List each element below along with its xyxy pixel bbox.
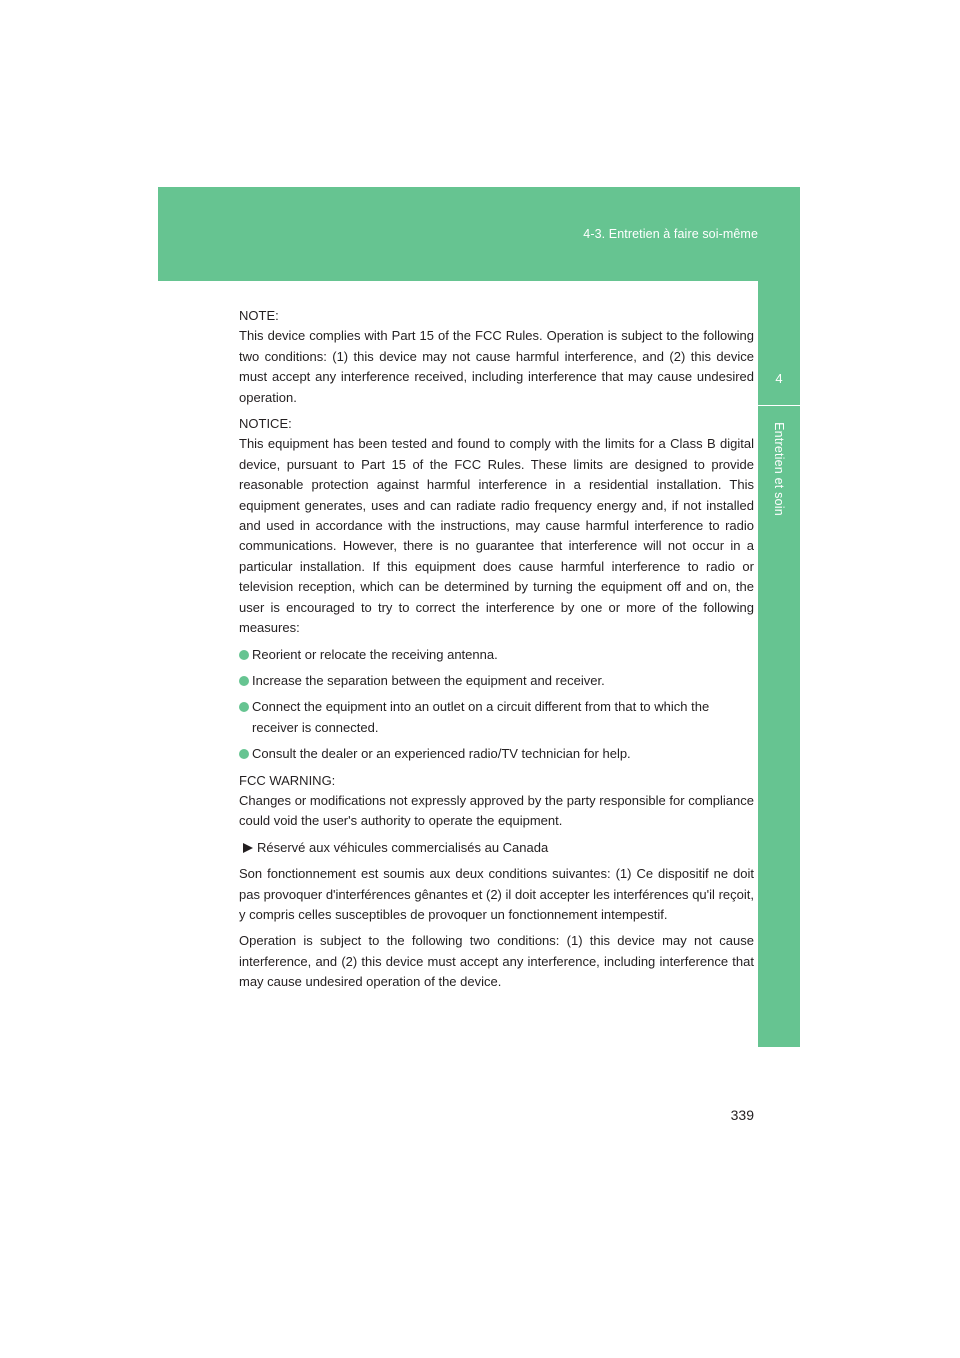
notice-block <box>239 414 754 638</box>
list-item <box>239 697 754 738</box>
list-item-text: Connect the equipment into an outlet on a circuit different from that to which the receiver is connected. <box>252 699 710 735</box>
list-item-text: Increase the separation between the equipment and receiver. <box>252 672 605 688</box>
chapter-number: 4 <box>775 371 783 386</box>
canada-subheading <box>239 838 754 858</box>
measures-list <box>239 645 754 765</box>
notice-text: This equipment has been tested and found to comply with the limits for a Class B digital device, pursuant to Part 15 of the FCC Rules. These limits are designed to provide reasonable protection against harmful interference in a residential installation. This equipment generates, uses and can radiate radio frequency energy and, if not installed and used in accordance with the instructions, may cause harmful interference to radio communications. However, there is no guarantee that interference will not occur in a particular installation. If this equipment does cause harmful interference to radio or television reception, which can be determined by turning the equipment off and on, the user is encouraged to try to correct the interference by one or more of the following measures: <box>239 436 754 636</box>
note-text: This device complies with Part 15 of the FCC Rules. Operation is subject to the following two conditions: (1) this device may not cause harmful interference, and (2) this device must accept any interference received, including interference that may cause undesired operation. <box>239 328 754 405</box>
triangle-pointer-icon <box>243 843 253 853</box>
list-item <box>239 645 754 665</box>
bullet-dot-icon <box>239 749 249 759</box>
fcc-warning-block <box>239 771 754 832</box>
section-header-band <box>158 187 800 281</box>
section-title: 4-3. Entretien à faire soi-même <box>583 227 758 241</box>
fcc-warning-heading: FCC WARNING: <box>239 772 336 788</box>
main-content <box>239 306 754 999</box>
bullet-dot-icon <box>239 676 249 686</box>
french-paragraph: Son fonctionnement est soumis aux deux conditions suivantes: (1) Ce dispositif ne doit pas provoquer d'interférences gênantes et (2) il doit accepter les interférences qu'il reçoit, y compris celles susceptibles de provoquer un fonctionnement intempestif. <box>239 866 754 922</box>
canada-subheading-text: Réservé aux véhicules commercialisés au Canada <box>257 839 549 855</box>
chapter-label: Entretien et soin <box>772 422 786 516</box>
bullet-dot-icon <box>239 702 249 712</box>
note-block <box>239 306 754 408</box>
list-item-text: Consult the dealer or an experienced radio/TV technician for help. <box>252 746 631 762</box>
chapter-tab-divider <box>758 405 800 406</box>
list-item <box>239 671 754 691</box>
bullet-dot-icon <box>239 650 249 660</box>
list-item <box>239 744 754 764</box>
english-paragraph: Operation is subject to the following two conditions: (1) this device may not cause interference, and (2) this device must accept any interference, including interference that may cause undesired operation of the device. <box>239 933 754 990</box>
page-number: 339 <box>730 1107 754 1123</box>
fcc-warning-text: Changes or modifications not expressly approved by the party responsible for compliance could void the user's authority to operate the equipment. <box>239 792 754 829</box>
note-heading: NOTE: <box>239 308 279 323</box>
notice-heading: NOTICE: <box>239 416 292 432</box>
list-item-text: Reorient or relocate the receiving antenna. <box>252 646 498 662</box>
chapter-side-tab <box>758 281 800 1047</box>
